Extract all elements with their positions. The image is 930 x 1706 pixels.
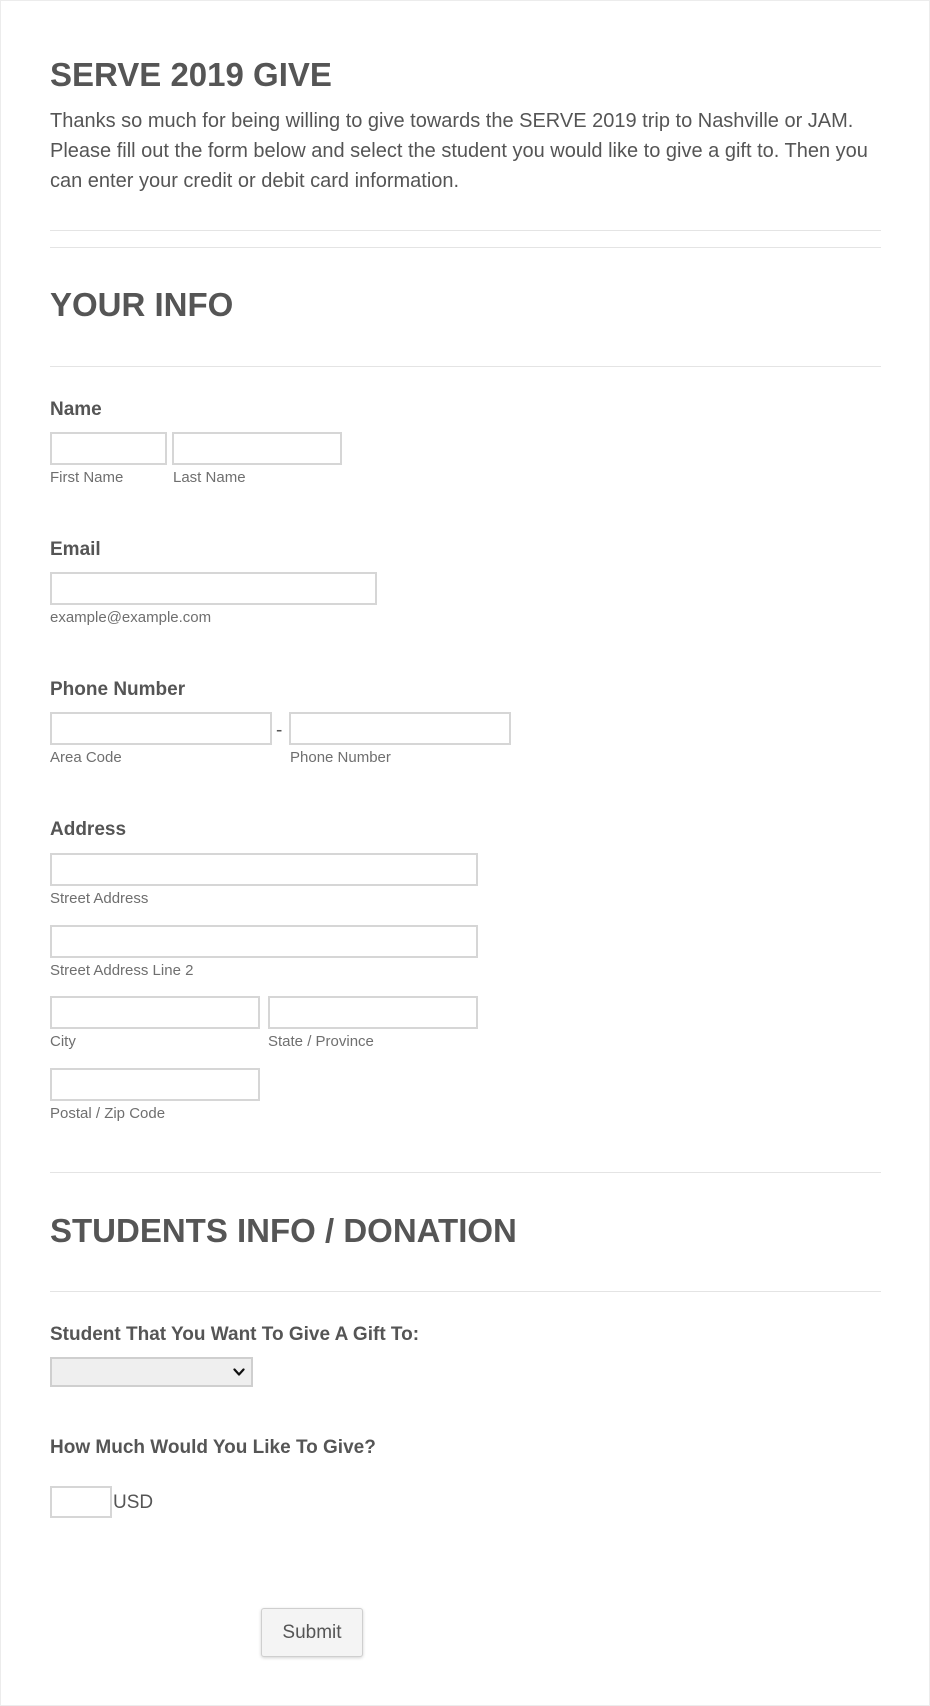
last-name-sublabel: Last Name <box>173 469 246 486</box>
student-select[interactable] <box>50 1357 253 1387</box>
city-sublabel: City <box>50 1033 76 1050</box>
first-name-sublabel: First Name <box>50 469 124 486</box>
amount-label: How Much Would You Like To Give? <box>50 1437 376 1458</box>
street-address-line2-sublabel: Street Address Line 2 <box>50 962 194 979</box>
chevron-down-icon <box>233 1366 245 1378</box>
postal-code-sublabel: Postal / Zip Code <box>50 1105 166 1122</box>
state-province-sublabel: State / Province <box>268 1033 374 1050</box>
phone-number-input[interactable] <box>289 712 511 745</box>
street-address-sublabel: Street Address <box>50 890 149 907</box>
area-code-sublabel: Area Code <box>50 749 122 766</box>
street-address-input[interactable] <box>50 853 478 886</box>
divider <box>50 366 881 367</box>
currency-label: USD <box>113 1492 154 1513</box>
state-province-input[interactable] <box>268 996 478 1029</box>
name-label: Name <box>50 399 102 420</box>
area-code-input[interactable] <box>50 712 272 745</box>
address-label: Address <box>50 819 127 840</box>
city-input[interactable] <box>50 996 260 1029</box>
divider <box>50 247 881 248</box>
divider <box>50 1291 881 1292</box>
street-address-line2-input[interactable] <box>50 925 478 958</box>
intro-text: Thanks so much for being willing to give towards the SERVE 2019 trip to Nashville or JAM. Please fill out the form below and select the student you would like to give a gift to. Then you can enter your credit or debit card information. <box>50 110 868 192</box>
phone-label: Phone Number <box>50 679 186 700</box>
first-name-input[interactable] <box>50 432 167 465</box>
phone-number-sublabel: Phone Number <box>290 749 391 766</box>
last-name-input[interactable] <box>172 432 342 465</box>
section-heading-your-info: YOUR INFO <box>50 286 234 323</box>
email-label: Email <box>50 539 101 560</box>
student-select-label: Student That You Want To Give A Gift To: <box>50 1324 420 1345</box>
divider <box>50 230 881 231</box>
email-sublabel: example@example.com <box>50 609 212 626</box>
page-title: SERVE 2019 GIVE <box>50 56 332 93</box>
phone-separator: - <box>276 720 283 741</box>
divider <box>50 1172 881 1173</box>
submit-button[interactable]: Submit <box>261 1608 363 1657</box>
section-heading-donation: STUDENTS INFO / DONATION <box>50 1212 517 1249</box>
postal-code-input[interactable] <box>50 1068 260 1101</box>
email-input[interactable] <box>50 572 377 605</box>
amount-input[interactable] <box>50 1486 112 1518</box>
